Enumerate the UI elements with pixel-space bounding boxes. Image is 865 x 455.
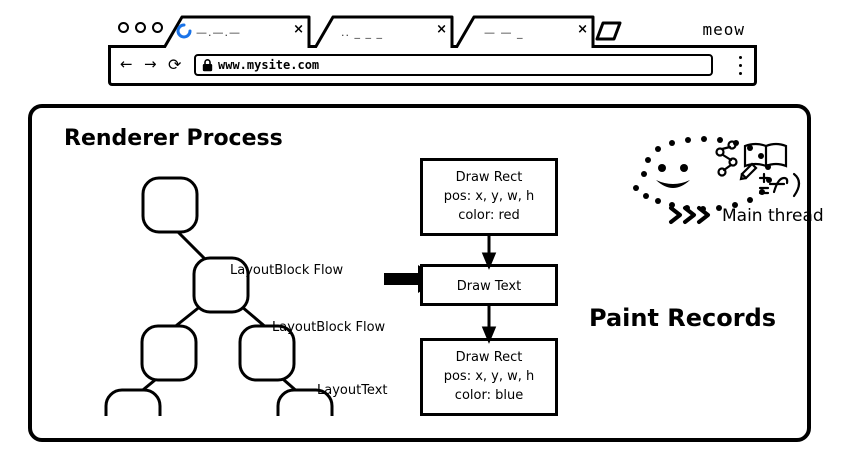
tab-1-label: —.—.—: [196, 26, 241, 39]
browser-brand-label: meow: [702, 20, 745, 39]
window-minimize-dot[interactable]: [135, 22, 146, 33]
renderer-process-panel: [28, 104, 824, 442]
tab-2-label: .. _ _ _: [341, 26, 383, 39]
tree-node-2: [142, 326, 196, 380]
new-tab-button[interactable]: [595, 21, 622, 41]
address-bar[interactable]: [194, 54, 713, 76]
main-thread-label: Main thread: [722, 206, 824, 226]
reload-icon[interactable]: ⟳: [168, 55, 182, 74]
paint-records-label: Paint Records: [589, 304, 777, 332]
window-controls[interactable]: [118, 22, 163, 33]
layout-tree: [72, 166, 362, 416]
browser-toolbar: [108, 48, 757, 83]
tree-label-layoutblock-flow-2: LayoutBlock Flow: [272, 320, 386, 335]
tree-label-layouttext: LayoutText: [317, 383, 388, 398]
tab-2[interactable]: [311, 15, 456, 48]
back-icon[interactable]: ←: [120, 55, 133, 73]
forward-icon[interactable]: →: [144, 55, 157, 73]
tree-node-4: [106, 390, 160, 416]
kebab-dot-2: [739, 64, 742, 67]
paint-record-3-line-3: color: blue: [454, 387, 524, 403]
paint-record-1-line-3: color: red: [458, 207, 520, 223]
tab-1-close-icon[interactable]: ×: [293, 22, 304, 37]
tab-3[interactable]: [452, 15, 597, 48]
paint-record-box-2: [420, 264, 558, 306]
paint-record-1-line-1: Draw Rect: [455, 170, 523, 185]
tree-label-layoutblock-flow-1: LayoutBlock Flow: [230, 263, 344, 278]
tab-2-close-icon[interactable]: ×: [436, 22, 447, 37]
browser-window: [108, 12, 757, 86]
tab-2-shape: [311, 15, 456, 48]
tab-strip: [108, 12, 757, 48]
paint-record-3-line-2: pos: x, y, w, h: [443, 368, 535, 384]
spinner-icon: [176, 23, 192, 39]
paint-record-box-1: [420, 158, 558, 236]
url-text[interactable]: www.mysite.com: [218, 58, 320, 72]
tab-3-close-icon[interactable]: ×: [577, 22, 588, 37]
paint-record-2-line-1: Draw Text: [456, 279, 522, 294]
paint-record-box-3: [420, 338, 558, 416]
tree-node-root: [143, 178, 197, 232]
motion-chevrons-icon: [667, 204, 715, 226]
kebab-dot-3: [739, 72, 742, 75]
kebab-menu-icon[interactable]: [739, 56, 743, 75]
window-close-dot[interactable]: [118, 22, 129, 33]
tab-3-shape: [452, 15, 597, 48]
tab-1[interactable]: [160, 15, 313, 48]
thought-doodles-icon: [712, 140, 812, 202]
page-title: Renderer Process: [64, 126, 283, 151]
kebab-dot-1: [739, 56, 742, 59]
tab-3-label: — — _: [484, 26, 524, 39]
paint-record-3-line-1: Draw Rect: [455, 350, 523, 365]
lock-icon: [202, 59, 213, 72]
paint-record-1-line-2: pos: x, y, w, h: [443, 188, 535, 204]
